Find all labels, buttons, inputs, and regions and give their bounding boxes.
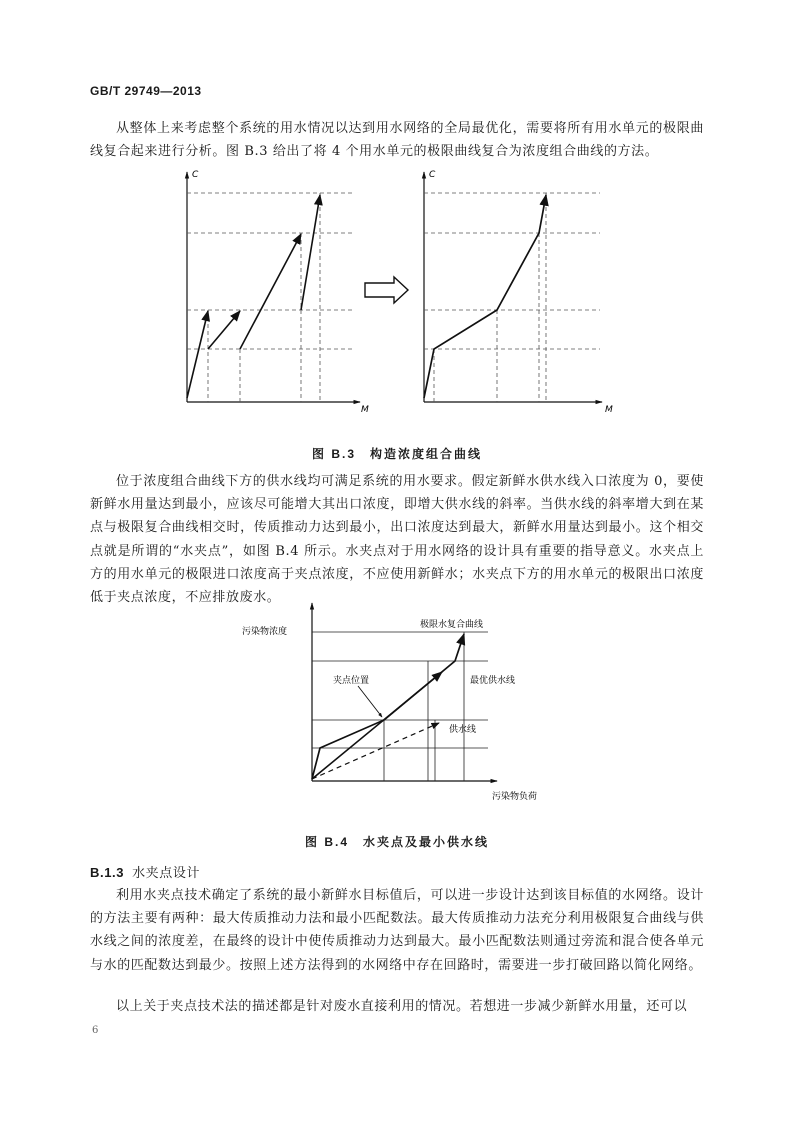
left-axis-m-label: M [361,405,369,415]
concentration-composite-curve [424,195,546,398]
right-axis-c-label: C [429,170,436,180]
paragraph-4: 以上关于夹点技术法的描述都是针对废水直接利用的情况。若想进一步减少新鲜水用量，还可以 [116,999,688,1014]
optimal-supply-line [312,672,442,779]
unit-line-4 [301,195,320,310]
figure-b4-pinch-chart [240,598,560,808]
label-optimal-supply: 最优供水线 [470,676,516,686]
paragraph-3: 利用水夹点技术确定了系统的最小新鲜水目标值后，可以进一步设计达到该目标值的水网络。设计的方法主要有两种：最大传质推动力法和最小匹配数法。最大传质推动力法充分利用极限复合曲线与供水线之间的浓度差，在最终的设计中使传质推动力达到最大。最小匹配数法则通过旁流和混合使各单元与水的匹配数达到最少。按照上述方法得到的水网络中存在回路时，需要进一步打破回路以简化网络。 [90,888,704,973]
page-number: 6 [92,1025,99,1036]
unit-line-1 [187,311,208,398]
figure-b3-left-panel [176,165,376,415]
figure-b4-caption: 图 B.4 水夹点及最小供水线 [304,835,489,849]
pinch-pointer [358,686,382,717]
figure-b3-right-panel [413,165,618,415]
limiting-composite-curve [312,634,464,779]
label-supply-line: 供水线 [449,725,477,735]
transform-arrow-icon [362,275,410,305]
figure-b3-caption: 图 B.3 构造浓度组合曲线 [311,447,482,461]
label-limiting-composite: 极限水复合曲线 [420,620,484,630]
section-title: 水夹点设计 [132,866,201,881]
unit-line-2 [208,311,240,349]
b4-y-axis-label: 污染物浓度 [242,627,288,637]
section-number: B.1.3 [90,865,125,880]
b4-x-axis-label: 污染物负荷 [492,792,538,802]
unit-line-3 [240,234,301,349]
paragraph-1: 从整体上来考虑整个系统的用水情况以达到用水网络的全局最优化，需要将所有用水单元的极限曲线复合起来进行分析。图 B.3 给出了将 4 个用水单元的极限曲线复合为浓度组合曲线的方法。 [90,121,704,160]
right-axis-m-label: M [605,405,613,415]
section-heading [90,862,200,881]
supply-line-dashed [312,723,439,779]
standard-code-header: GB/T 29749—2013 [90,84,202,98]
left-axis-c-label: C [192,170,199,180]
label-pinch-position: 夹点位置 [333,676,370,686]
paragraph-2: 位于浓度组合曲线下方的供水线均可满足系统的用水要求。假定新鲜水供水线入口浓度为 0，要使新鲜水用量达到最小，应该尽可能增大其出口浓度，即增大供水线的斜率。当供水线的斜率增大到在某点与极限复合曲线相交时，传质推动力达到最小，出口浓度达到最大，新鲜水用量达到最小。这个相交点就是所谓的“水夹点”，如图 B.4 所示。水夹点对于用水网络的设计具有重要的指导意义。水夹点上方的用水单元的极限进口浓度高于夹点浓度，不应使用新鲜水；水夹点下方的用水单元的极限出口浓度低于夹点浓度，不应排放废水。 [90,474,704,606]
